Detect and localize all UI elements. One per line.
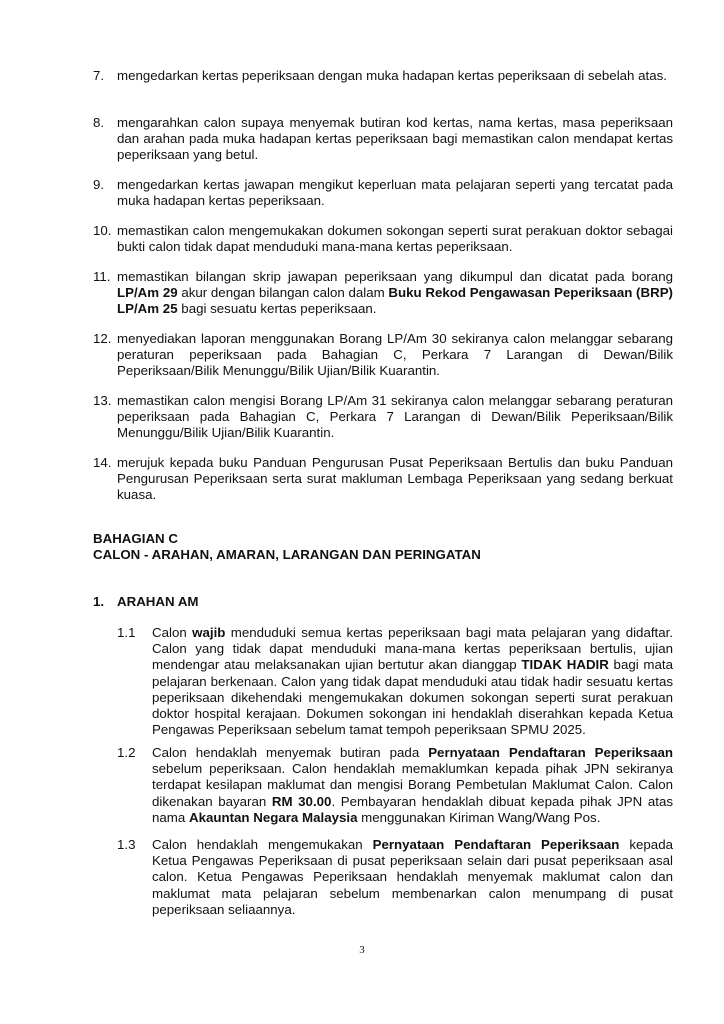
subsection-number: 1.: [93, 594, 105, 609]
list-item-12: [93, 331, 673, 380]
item-text: mengedarkan kertas peperiksaan dengan muka hadapan kertas peperiksaan di sebelah atas.: [117, 68, 667, 83]
list-item-14: [93, 455, 673, 504]
clause-text: Calon wajib menduduki semua kertas peperiksaan bagi mata pelajaran yang didaftar. Calon yang tidak dapat menduduki mana-mana kertas peperiksaan bertulis, ujian mendengar atau melaksanakan ujian bertutur akan dianggap TIDAK HADIR bagi mata pelajaran berkenaan. Calon yang tidak dapat menduduki atau tidak hadir sesuatu kertas peperiksaan dikehendaki mengemukakan dokumen sokongan seperti surat perakuan doktor hospital kerajaan. Dokumen sokongan ini hendaklah diserahkan kepada Ketua Pengawas Peperiksaan sebelum tamat tempoh peperiksaan SPMU 2025.: [152, 625, 674, 738]
list-item-10: [93, 223, 673, 255]
item-number: 13.: [93, 393, 112, 408]
item-text: memastikan calon mengisi Borang LP/Am 31 sekiranya calon melanggar sebarang peraturan peperiksaan pada Bahagian C, Perkara 7 Larangan di Dewan/Bilik Peperiksaan/Bilik Menunggu/Bilik Ujian/Bilik Kuarantin.: [117, 393, 673, 441]
item-text: memastikan calon mengemukakan dokumen sokongan seperti surat perakuan doktor sebagai bukti calon tidak dapat menduduki mana-mana kertas peperiksaan.: [117, 223, 673, 255]
section-title: BAHAGIAN C: [93, 531, 178, 546]
clause-text: Calon hendaklah menyemak butiran pada Pernyataan Pendaftaran Peperiksaan sebelum peperiksaan. Calon hendaklah memaklumkan kepada pihak JPN sekiranya terdapat kesilapan maklumat dan mengisi Borang Pembetulan Maklumat Calon. Calon dikenakan bayaran RM 30.00. Pembayaran hendaklah dibuat kepada pihak JPN atas nama Akauntan Negara Malaysia menggunakan Kiriman Wang/Wang Pos.: [152, 745, 673, 825]
list-item-13: [93, 393, 673, 442]
item-number: 14.: [93, 455, 112, 470]
item-number: 12.: [93, 331, 112, 346]
list-item-11: [93, 269, 673, 318]
item-text: memastikan bilangan skrip jawapan peperiksaan yang dikumpul dan dicatat pada borang LP/Am 29 akur dengan bilangan calon dalam Buku Rekod Pengawasan Peperiksaan (BRP) LP/Am 25 bagi sesuatu kertas peperiksaan.: [117, 269, 673, 317]
clause-1-3: [117, 837, 673, 918]
clause-number: 1.2: [117, 745, 136, 760]
clause-1-2: [117, 745, 673, 826]
clause-text: Calon hendaklah mengemukakan Pernyataan Pendaftaran Peperiksaan kepada Ketua Pengawas Peperiksaan di pusat peperiksaan selain dari pusat peperiksaan asal calon. Ketua Pengawas Peperiksaan hendaklah menyemak maklumat calon dan maklumat mata pelajaran sebelum membenarkan calon menumpang di pusat peperiksaan seliaannya.: [152, 837, 673, 917]
item-number: 11.: [93, 269, 111, 284]
item-number: 7.: [93, 68, 105, 83]
list-item-9: [93, 177, 673, 209]
item-text: mengarahkan calon supaya menyemak butiran kod kertas, nama kertas, masa peperiksaan dan arahan pada muka hadapan kertas peperiksaan bagi memastikan calon mendapat kertas peperiksaan yang betul.: [117, 115, 673, 163]
item-text: menyediakan laporan menggunakan Borang LP/Am 30 sekiranya calon melanggar sebarang peraturan peperiksaan pada Bahagian C, Perkara 7 Larangan di Dewan/Bilik Peperiksaan/Bilik Menunggu/Bilik Ujian/Bilik Kuarantin.: [117, 331, 673, 379]
clause-number: 1.1: [117, 625, 136, 640]
section-subtitle: CALON - ARAHAN, AMARAN, LARANGAN DAN PERINGATAN: [93, 547, 481, 562]
list-item-7: [93, 68, 673, 84]
clause-number: 1.3: [117, 837, 136, 852]
subsection-title: ARAHAN AM: [117, 594, 199, 609]
item-number: 9.: [93, 177, 105, 192]
item-number: 10.: [93, 223, 112, 238]
clause-1-1: [117, 625, 673, 738]
list-item-8: [93, 115, 673, 164]
item-text: mengedarkan kertas jawapan mengikut keperluan mata pelajaran seperti yang tercatat pada muka hadapan kertas peperiksaan.: [117, 177, 673, 209]
item-number: 8.: [93, 115, 105, 130]
item-text: merujuk kepada buku Panduan Pengurusan Pusat Peperiksaan Bertulis dan buku Panduan Pengurusan Peperiksaan serta surat makluman Lembaga Peperiksaan yang sedang berkuat kuasa.: [117, 455, 673, 503]
page-number: 3: [359, 944, 365, 956]
